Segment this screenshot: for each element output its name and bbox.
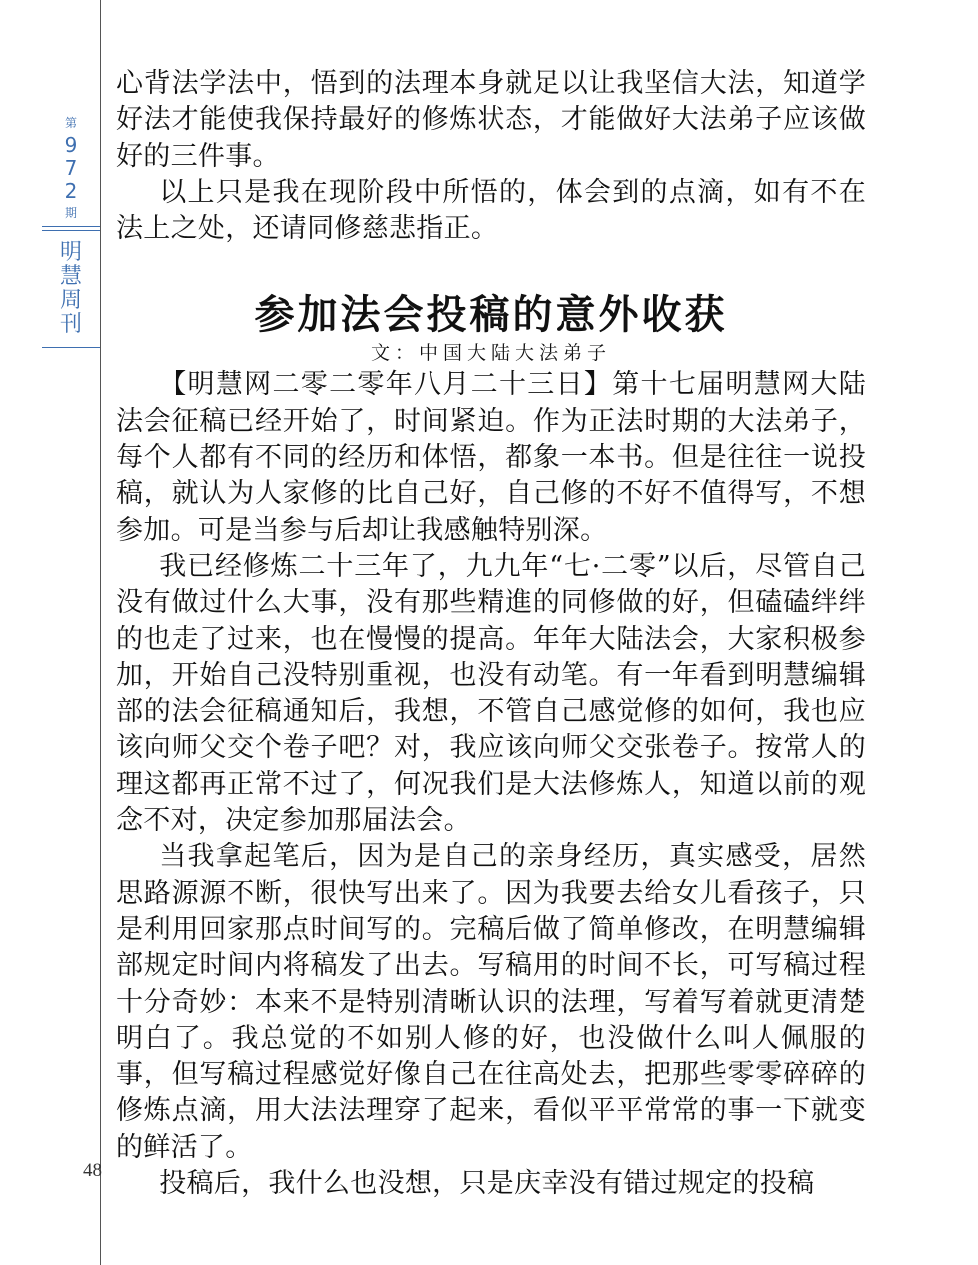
paragraph: 投稿后，我什么也没想，只是庆幸没有错过规定的投稿 (159, 1168, 815, 1200)
paragraph: 当我拿起笔后，因为是自己的亲身经历，真实感受，居然思路源源不断，很快写出来了。因为我要去给女儿看孩子，只是利用回家那点时间写的。完稿后做了简单修改，在明慧编辑部规定时间内将稿发了出去。写稿用的时间不长，可写稿过程十分奇妙：本来不是特别清晰认识的法理，写着写着就更清楚明白了。我总觉的不如别人修的好，也没做什么叫人佩服的事，但写稿过程感觉好像自己在往高处去，把那些零零碎碎的修炼点滴，用大法法理穿了起来，看似平平常常的事一下就变的鲜活了。 (116, 841, 866, 1163)
magazine-char: 慧 (59, 264, 82, 289)
magazine-char: 周 (59, 288, 82, 313)
issue-digit: 2 (64, 179, 78, 203)
article-byline: 文：中国大陆大法弟子 (370, 342, 611, 365)
article-title: 参加法会投稿的意外收获 (254, 291, 728, 339)
issue-prefix: 第 (64, 116, 77, 130)
issue-suffix: 期 (64, 206, 77, 220)
magazine-name-box (42, 230, 100, 348)
magazine-char: 明 (59, 240, 82, 265)
issue-digit: 9 (64, 133, 78, 157)
paragraph: 以上只是我在现阶段中所悟的，体会到的点滴，如有不在法上之处，还请同修慈悲指正。 (116, 176, 866, 245)
magazine-char: 刊 (59, 312, 82, 337)
paragraph: 我已经修炼二十三年了，九九年“七·二零”以后，尽管自己没有做过什么大事，没有那些精進的同修做的好，但磕磕绊绊的也走了过来，也在慢慢的提高。年年大陆法会，大家积极参加，开始自己没特别重视，也没有动笔。有一年看到明慧编辑部的法会征稿通知后，我想，不管自己感觉修的如何，我也应该向师父交个卷子吧？对，我应该向师父交张卷子。按常人的理这都再正常不过了，何况我们是大法修炼人，知道以前的观念不对，决定参加那届法会。 (116, 550, 866, 837)
page-number: 48 (83, 1160, 102, 1181)
page-content (116, 66, 866, 1202)
paragraph: 心背法学法中，悟到的法理本身就足以让我坚信大法，知道学好法才能使我保持最好的修炼状态，才能做好大法弟子应该做好的三件事。 (116, 68, 866, 172)
issue-number-box (42, 100, 100, 227)
paragraph: 【明慧网二零二零年八月二十三日】第十七届明慧网大陆法会征稿已经开始了，时间紧迫。作为正法时期的大法弟子，每个人都有不同的经历和体悟，都象一本书。但是往往一说投稿，就认为人家修的比自己好，自己修的不好不值得写，不想参加。可是当参与后却让我感触特别深。 (116, 369, 866, 546)
margin-rule (100, 0, 101, 1265)
issue-digit: 7 (64, 156, 78, 180)
